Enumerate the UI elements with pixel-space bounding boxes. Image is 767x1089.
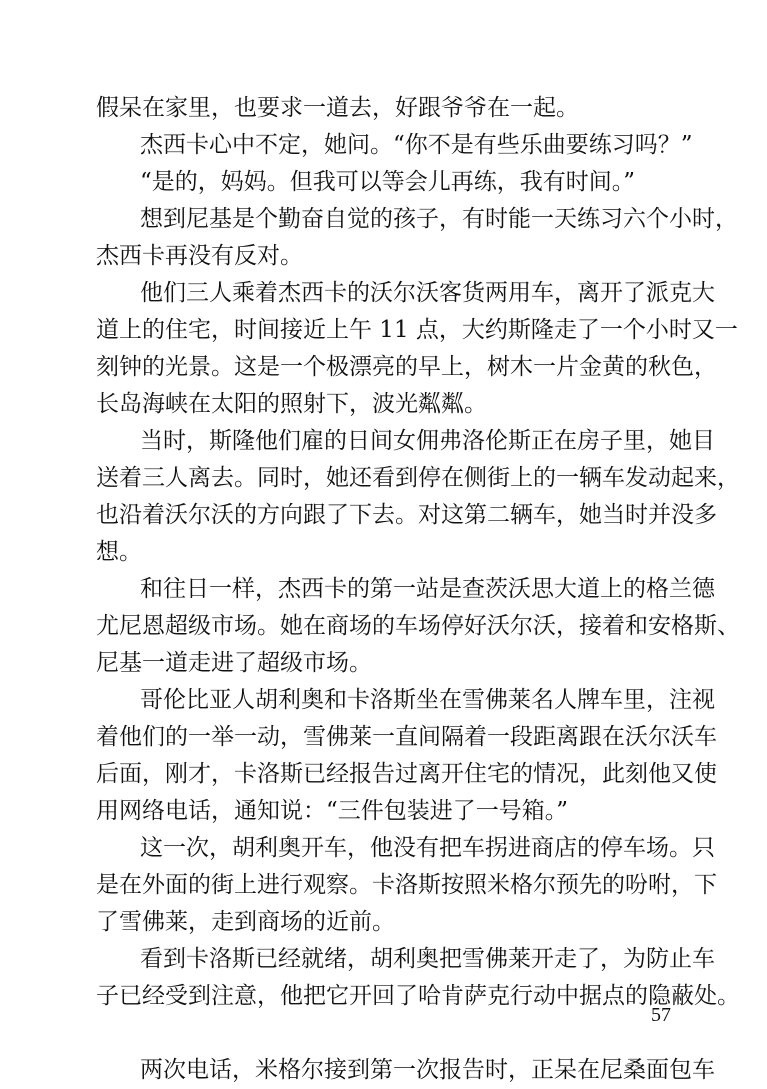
text-line: 看到卡洛斯已经就绪，胡利奥把雪佛莱开走了，为防止车 bbox=[140, 946, 715, 972]
text-line: 着他们的一举一动，雪佛莱一直间隔着一段距离跟在沃尔沃车 bbox=[96, 724, 717, 750]
text-line: 他们三人乘着杰西卡的沃尔沃客货两用车，离开了派克大 bbox=[140, 280, 715, 306]
text-line: 道上的住宅，时间接近上午 11 点，大约斯隆走了一个小时又一 bbox=[96, 317, 738, 343]
text-line: 想。 bbox=[96, 539, 142, 565]
text-line: 杰西卡心中不定，她问。“你不是有些乐曲要练习吗？” bbox=[140, 132, 693, 158]
text-line: 假呆在家里，也要求一道去，好跟爷爷在一起。 bbox=[96, 95, 579, 121]
text-line: 后面，刚才，卡洛斯已经报告过离开住宅的情况，此刻他又使 bbox=[96, 761, 717, 787]
text-body bbox=[96, 90, 740, 1089]
text-line: “是的，妈妈。但我可以等会儿再练，我有时间。” bbox=[140, 169, 636, 195]
text-line: 了雪佛莱，走到商场的近前。 bbox=[96, 909, 395, 935]
text-line: 当时，斯隆他们雇的日间女佣弗洛伦斯正在房子里，她目 bbox=[140, 428, 715, 454]
text-line: 也沿着沃尔沃的方向跟了下去。对这第二辆车，她当时并没多 bbox=[96, 502, 717, 528]
text-line: 和往日一样，杰西卡的第一站是查茨沃思大道上的格兰德 bbox=[140, 576, 715, 602]
text-line: 子已经受到注意，他把它开回了哈肯萨克行动中据点的隐蔽处。 bbox=[96, 983, 740, 1009]
section-break bbox=[96, 1015, 676, 1052]
text-line: 刻钟的光景。这是一个极漂亮的早上，树木一片金黄的秋色， bbox=[96, 354, 717, 380]
text-line: 尤尼恩超级市场。她在商场的车场停好沃尔沃，接着和安格斯、 bbox=[96, 613, 740, 639]
text-line: 这一次，胡利奥开车，他没有把车拐进商店的停车场。只 bbox=[140, 835, 715, 861]
text-line: 两次电话，米格尔接到第一次报告时，正呆在尼桑面包车 bbox=[140, 1057, 715, 1083]
text-line: 杰西卡再没有反对。 bbox=[96, 243, 303, 269]
text-line: 长岛海峡在太阳的照射下，波光粼粼。 bbox=[96, 391, 487, 417]
text-line: 送着三人离去。同时，她还看到停在侧街上的一辆车发动起来， bbox=[96, 465, 740, 491]
text-line: 哥伦比亚人胡利奥和卡洛斯坐在雪佛莱名人牌车里，注视 bbox=[140, 687, 715, 713]
text-line: 是在外面的街上进行观察。卡洛斯按照米格尔预先的吩咐，下 bbox=[96, 872, 717, 898]
page-number: 57 bbox=[651, 1004, 671, 1026]
text-line: 想到尼基是个勤奋自觉的孩子，有时能一天练习六个小时， bbox=[140, 206, 738, 232]
text-line: 用网络电话，通知说：“三件包装进了一号箱。” bbox=[96, 798, 569, 824]
text-line: 尼基一道走进了超级市场。 bbox=[96, 650, 372, 676]
